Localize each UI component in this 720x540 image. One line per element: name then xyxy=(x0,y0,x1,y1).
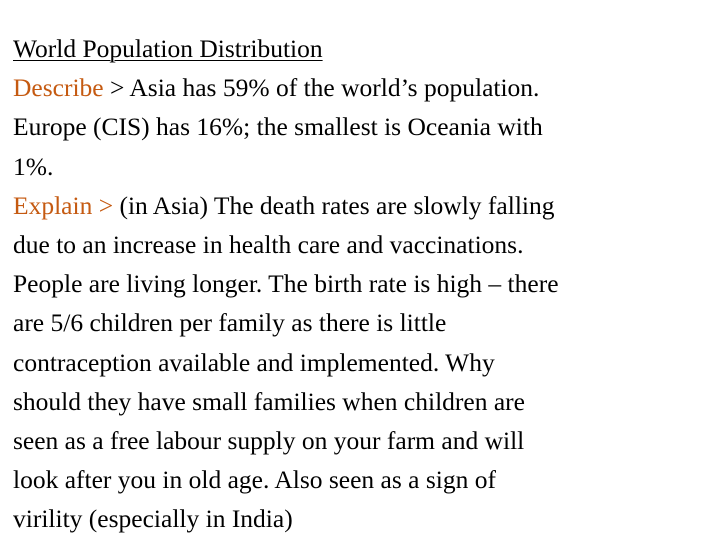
explain-text-8: look after you in old age. Also seen as a sign of xyxy=(13,465,496,495)
describe-section xyxy=(13,68,713,186)
explain-text-3: People are living longer. The birth rate is high – there xyxy=(13,269,559,299)
describe-line-1 xyxy=(13,68,713,107)
explain-text-4: are 5/6 children per family as there is little xyxy=(13,308,447,338)
explain-section xyxy=(13,186,713,539)
describe-label: Describe xyxy=(13,73,104,103)
describe-text-3: 1%. xyxy=(13,151,54,181)
explain-text-1: (in Asia) The death rates are slowly falling xyxy=(119,190,555,220)
explain-text-5: contraception available and implemented. Why xyxy=(13,347,495,377)
explain-text-6: should they have small families when children are xyxy=(13,386,525,416)
describe-text-2: Europe (CIS) has 16%; the smallest is Oceania with xyxy=(13,112,543,142)
explain-text-7: seen as a free labour supply on your farm and will xyxy=(13,426,525,456)
explain-label: Explain xyxy=(13,190,93,220)
slide-title: World Population Distribution xyxy=(13,34,323,63)
explain-line-1 xyxy=(13,186,713,225)
explain-text-9: virility (especially in India) xyxy=(13,504,293,534)
describe-text-1: Asia has 59% of the world’s population. xyxy=(129,73,540,103)
slide-body xyxy=(13,29,713,539)
explain-text-2: due to an increase in health care and vaccinations. xyxy=(13,230,524,260)
describe-arrow: > xyxy=(110,73,125,103)
explain-arrow: > xyxy=(98,190,114,220)
